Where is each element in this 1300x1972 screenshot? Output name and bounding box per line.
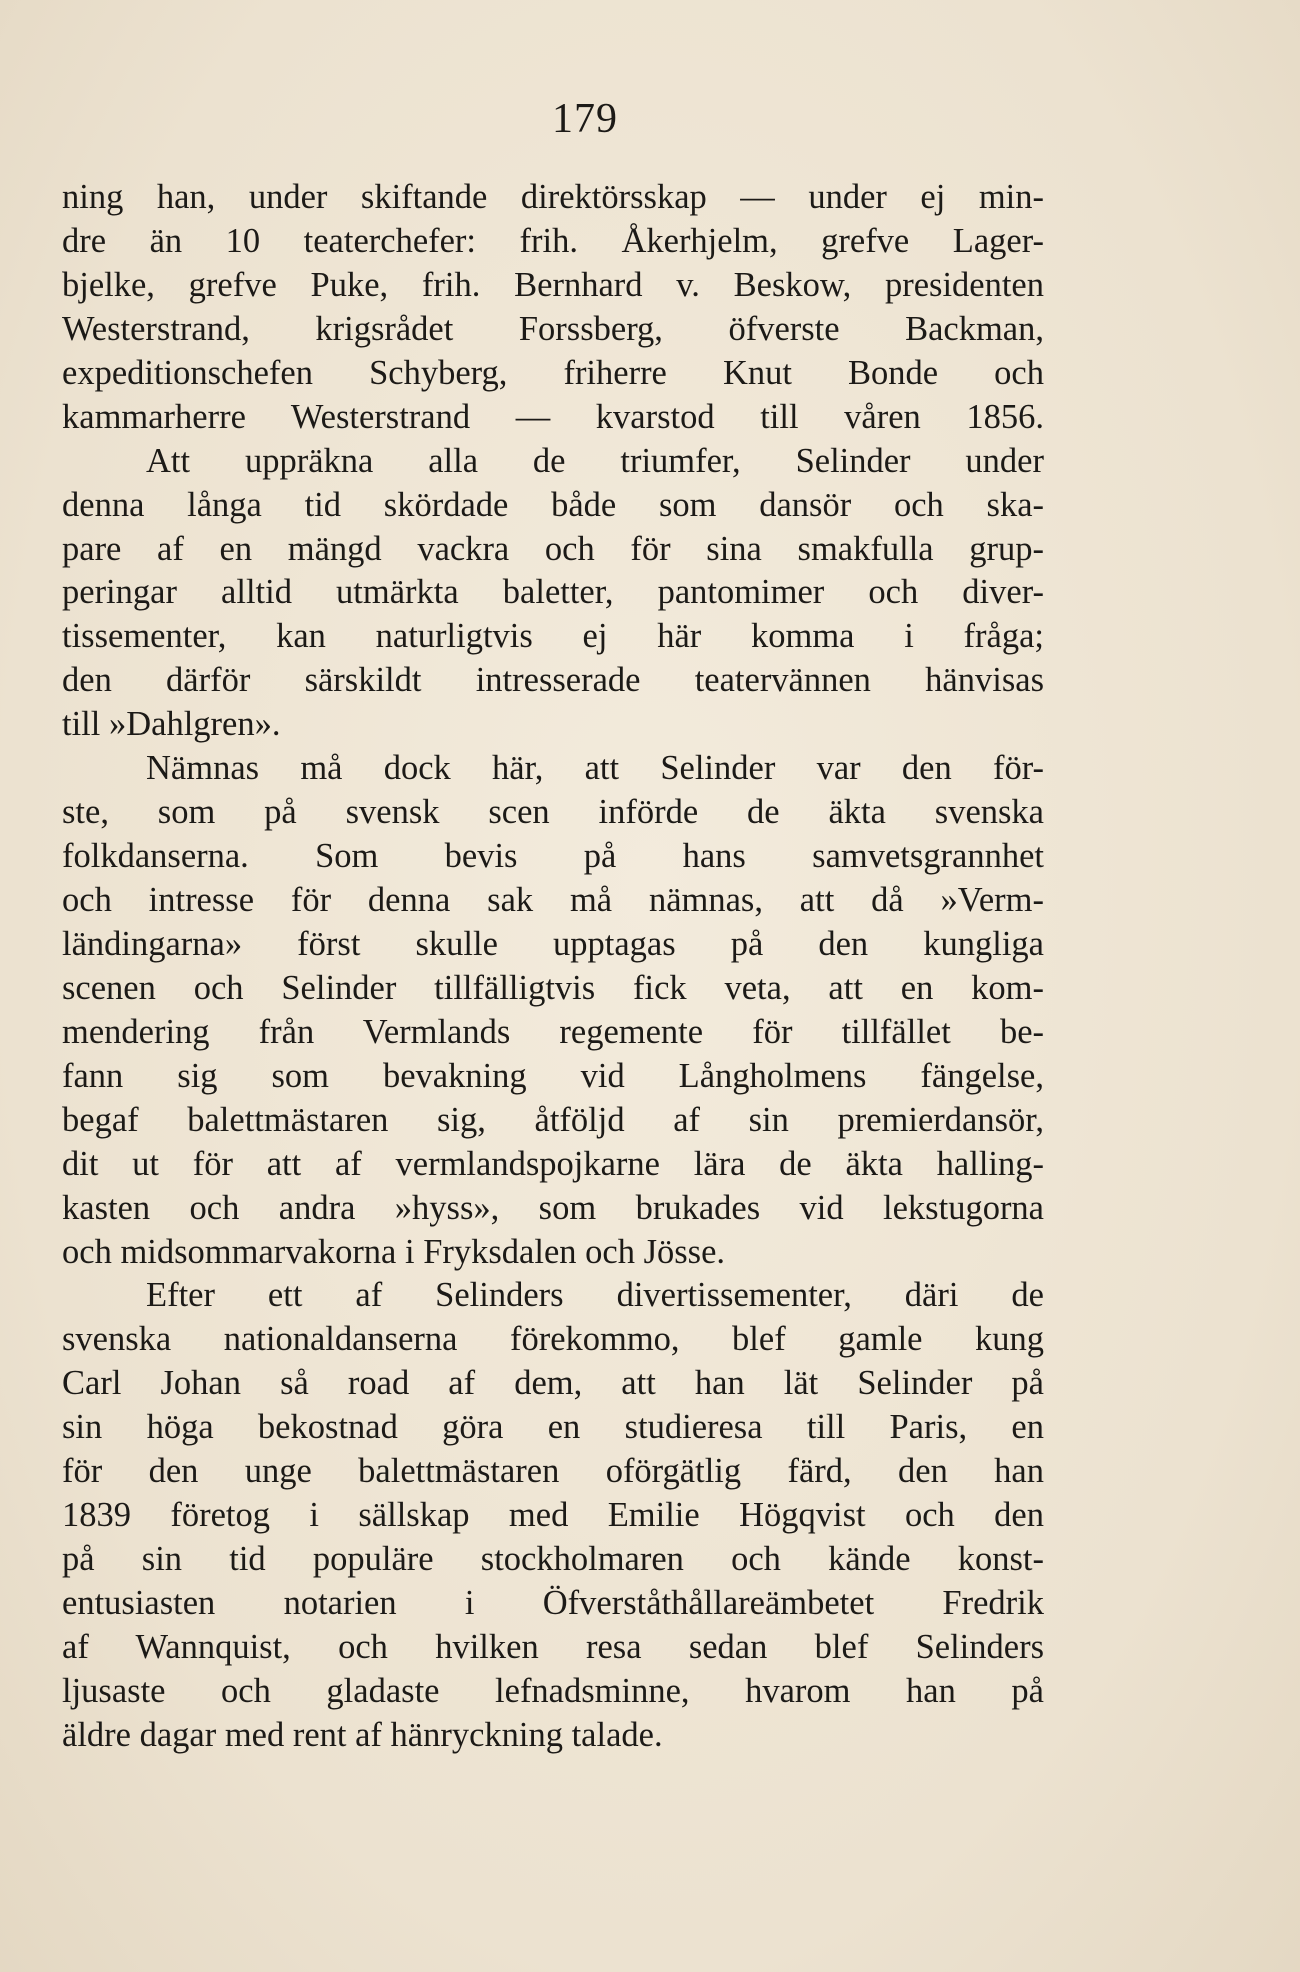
paragraph-start-line: Efter ett af Selinders divertissementer, däri de <box>146 1276 1044 1315</box>
page-number: 179 <box>552 96 618 142</box>
paragraph-start-line: Att uppräkna alla de triumfer, Selinder under <box>146 441 1044 480</box>
text-line: för den unge balettmästaren oförgätlig färd, den han <box>62 1452 1044 1491</box>
text-line: entusiasten notarien i Öfverståthållareämbetet Fredrik <box>62 1584 1044 1622</box>
text-line: svenska nationaldanserna förekommo, blef gamle kung <box>62 1320 1044 1359</box>
text-line: peringar alltid utmärkta baletter, pantomimer och diver- <box>62 573 1044 612</box>
text-line: ste, som på svensk scen införde de äkta svenska <box>62 793 1044 832</box>
text-line: kammarherre Westerstrand — kvarstod till våren 1856. <box>62 397 1044 436</box>
text-line: denna långa tid skördade både som dansör och ska- <box>62 485 1044 524</box>
text-line: expeditionschefen Schyberg, friherre Knut Bonde och <box>62 353 1044 392</box>
text-line: tissementer, kan naturligtvis ej här komma i fråga; <box>62 617 1044 656</box>
text-line: fann sig som bevakning vid Långholmens fängelse, <box>62 1056 1044 1095</box>
paragraph-end-line: till »Dahlgren». <box>62 705 281 744</box>
text-line: dit ut för att af vermlandspojkarne lära de äkta halling- <box>62 1144 1044 1183</box>
paragraph-end-line: äldre dagar med rent af hänryckning talade. <box>62 1715 663 1754</box>
text-line: den därför särskildt intresserade teatervännen hänvisas <box>62 661 1044 700</box>
text-line: pare af en mängd vackra och för sina smakfulla grup- <box>62 529 1044 568</box>
paragraph-start-line: Nämnas må dock här, att Selinder var den för- <box>146 749 1044 788</box>
text-line: dre än 10 teaterchefer: frih. Åkerhjelm, grefve Lager- <box>62 221 1044 260</box>
text-line: ländingarna» först skulle upptagas på den kungliga <box>62 924 1044 963</box>
text-line: mendering från Vermlands regemente för tillfället be- <box>62 1012 1044 1051</box>
text-line: Carl Johan så road af dem, att han lät Selinder på <box>62 1364 1044 1403</box>
text-line: och intresse för denna sak må nämnas, att då »Verm- <box>62 881 1044 919</box>
text-line: sin höga bekostnad göra en studieresa till Paris, en <box>62 1408 1044 1447</box>
text-line: 1839 företog i sällskap med Emilie Högqvist och den <box>62 1496 1044 1535</box>
text-line: af Wannquist, och hvilken resa sedan blef Selinders <box>62 1627 1044 1666</box>
text-line: bjelke, grefve Puke, frih. Bernhard v. Beskow, presidenten <box>62 265 1044 304</box>
text-line: Westerstrand, krigsrådet Forssberg, öfverste Backman, <box>62 309 1044 348</box>
paragraph-end-line: och midsommarvakorna i Fryksdalen och Jösse. <box>62 1232 726 1271</box>
text-line: kasten och andra »hyss», som brukades vid lekstugorna <box>62 1188 1044 1227</box>
text-line: ljusaste och gladaste lefnadsminne, hvarom han på <box>62 1671 1044 1710</box>
text-line: ning han, under skiftande direktörsskap — under ej min- <box>62 178 1044 216</box>
text-line: scenen och Selinder tillfälligtvis fick veta, att en kom- <box>62 968 1044 1007</box>
body-text <box>62 176 1044 1758</box>
text-line: folkdanserna. Som bevis på hans samvetsgrannhet <box>62 837 1044 876</box>
text-line: begaf balettmästaren sig, åtföljd af sin premierdansör, <box>62 1100 1044 1139</box>
text-line: på sin tid populäre stockholmaren och kände konst- <box>62 1540 1044 1579</box>
